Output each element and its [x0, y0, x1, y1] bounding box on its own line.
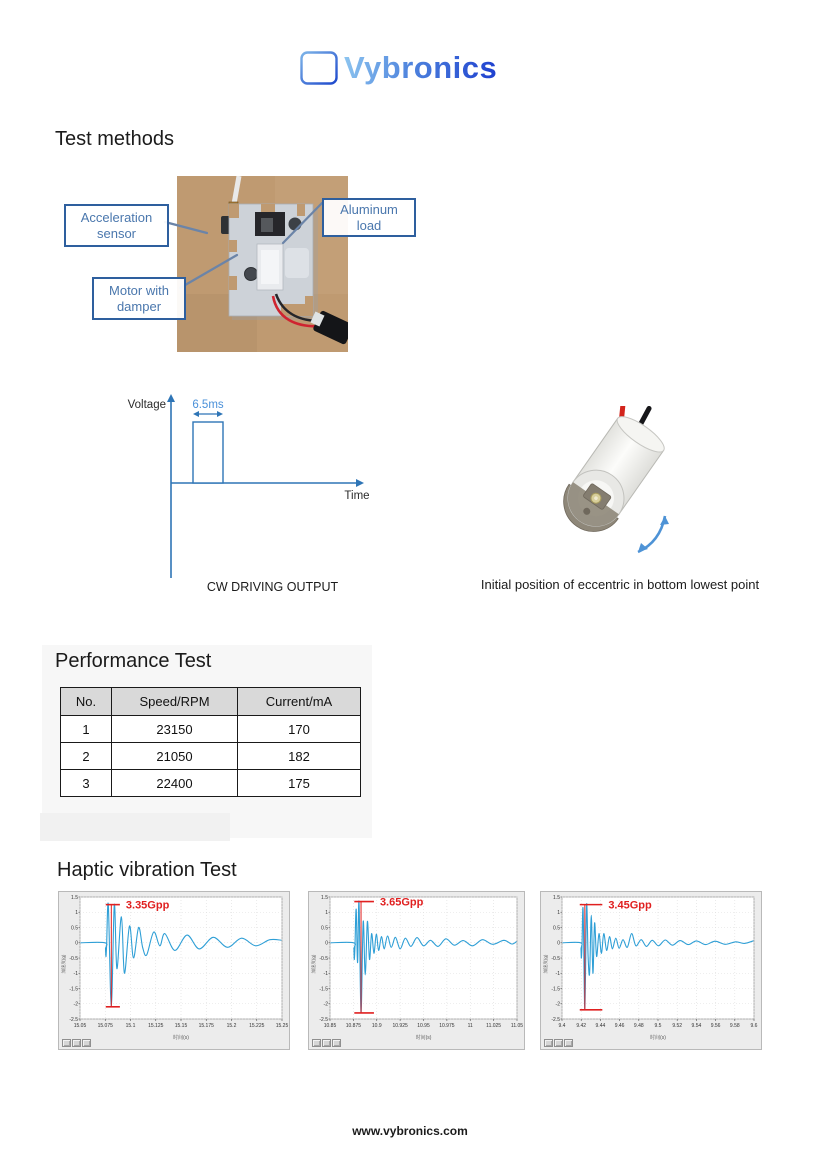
callout-text: Acceleration: [80, 209, 153, 225]
callout-acceleration-sensor: [64, 204, 169, 247]
svg-text:9.44: 9.44: [595, 1023, 606, 1029]
table-header-cell: No.: [61, 688, 112, 716]
svg-text:-2: -2: [555, 1001, 560, 1008]
svg-text:11.025: 11.025: [486, 1023, 502, 1029]
svg-text:11.05: 11.05: [510, 1023, 524, 1029]
svg-text:15.075: 15.075: [97, 1023, 113, 1029]
svg-text:-0.5: -0.5: [319, 955, 328, 962]
svg-text:15.225: 15.225: [249, 1023, 265, 1029]
motor-caption: Initial position of eccentric in bottom lowest point: [480, 577, 760, 592]
svg-text:10.9: 10.9: [371, 1023, 382, 1029]
callout-motor-with-damper: [92, 277, 186, 320]
haptic-chart-1: [58, 891, 290, 1050]
svg-text:-2.5: -2.5: [551, 1016, 560, 1023]
graph-tools-palette: [544, 1039, 573, 1047]
y-axis-label: 加速度(g): [311, 954, 316, 974]
graph-tools-palette: [312, 1039, 341, 1047]
callout-text: sensor: [96, 225, 137, 241]
svg-text:9.56: 9.56: [710, 1023, 721, 1029]
callout-text: Motor with: [109, 282, 169, 298]
svg-text:-1: -1: [323, 971, 328, 978]
svg-text:-2.5: -2.5: [319, 1016, 328, 1023]
performance-table: [60, 687, 361, 797]
svg-text:15.175: 15.175: [198, 1023, 214, 1029]
svg-text:9.42: 9.42: [576, 1023, 587, 1029]
section-heading-performance-test: Performance Test: [55, 650, 212, 672]
haptic-chart-plot: [541, 892, 761, 1049]
performance-panel-shade: [40, 813, 230, 841]
table-cell: 22400: [112, 770, 238, 797]
svg-text:-2: -2: [323, 1001, 328, 1008]
gpp-annotation: 3.45Gpp: [608, 899, 652, 912]
cursor-tool-button[interactable]: [544, 1039, 553, 1047]
svg-text:15.25: 15.25: [275, 1023, 289, 1029]
svg-text:15.125: 15.125: [148, 1023, 164, 1029]
svg-text:-1.5: -1.5: [319, 986, 328, 993]
haptic-chart-3: [540, 891, 762, 1050]
table-cell: 3: [61, 770, 112, 797]
svg-text:1: 1: [557, 910, 560, 917]
callout-text: damper: [116, 298, 162, 314]
zoom-tool-button[interactable]: [554, 1039, 563, 1047]
svg-text:10.875: 10.875: [345, 1023, 362, 1029]
table-cell: 170: [238, 716, 361, 743]
svg-text:-1: -1: [73, 971, 78, 978]
table-row: [61, 770, 361, 797]
svg-text:15.15: 15.15: [174, 1023, 188, 1029]
pan-tool-button[interactable]: [82, 1039, 91, 1047]
svg-text:11: 11: [467, 1023, 473, 1029]
svg-text:15.1: 15.1: [125, 1023, 136, 1029]
svg-text:-0.5: -0.5: [551, 955, 560, 962]
pan-tool-button[interactable]: [332, 1039, 341, 1047]
rotation-arrow: [638, 516, 669, 552]
svg-text:9.52: 9.52: [672, 1023, 683, 1029]
svg-text:0.5: 0.5: [71, 925, 78, 932]
svg-text:9.46: 9.46: [614, 1023, 625, 1029]
x-axis-label: 时间(s): [650, 1035, 666, 1041]
table-cell: 175: [238, 770, 361, 797]
svg-text:9.58: 9.58: [729, 1023, 740, 1029]
svg-text:9.6: 9.6: [750, 1023, 758, 1029]
section-heading-test-methods: Test methods: [55, 128, 174, 150]
table-row: [61, 743, 361, 770]
svg-text:-1.5: -1.5: [551, 986, 560, 993]
motor-with-damper: [245, 268, 258, 281]
table-header-cell: Current/mA: [238, 688, 361, 716]
voltage-axis-label: Voltage: [127, 399, 166, 411]
gpp-annotation: 3.65Gpp: [379, 896, 424, 909]
svg-text:9.54: 9.54: [691, 1023, 702, 1029]
motor-illustration: [538, 406, 678, 570]
callout-text: load: [356, 217, 382, 233]
svg-text:10.95: 10.95: [417, 1023, 430, 1029]
table-cell: 23150: [112, 716, 238, 743]
svg-text:-1.5: -1.5: [69, 986, 78, 993]
pulse-width-arrow: [193, 411, 223, 417]
svg-text:10.925: 10.925: [392, 1023, 408, 1029]
callout-text: Aluminum: [340, 201, 398, 217]
table-cell: 182: [238, 743, 361, 770]
x-axis-label: 时间(s): [415, 1035, 432, 1041]
haptic-chart-plot: [309, 892, 524, 1049]
y-axis-label: 加速度(g): [61, 954, 66, 974]
performance-table-body: [61, 716, 361, 797]
svg-text:0: 0: [557, 940, 560, 947]
svg-text:-2: -2: [73, 1001, 78, 1008]
cursor-tool-button[interactable]: [312, 1039, 321, 1047]
section-heading-haptic-test: Haptic vibration Test: [57, 859, 237, 881]
svg-text:10.85: 10.85: [323, 1023, 337, 1029]
vybronics-waveform-icon: [300, 51, 338, 85]
table-row: [61, 716, 361, 743]
table-cell: 2: [61, 743, 112, 770]
table-header-cell: Speed/RPM: [112, 688, 238, 716]
haptic-chart-plot: [59, 892, 289, 1049]
svg-text:0.5: 0.5: [553, 925, 560, 932]
svg-text:9.48: 9.48: [633, 1023, 644, 1029]
svg-text:0: 0: [325, 940, 328, 947]
svg-text:0: 0: [75, 940, 78, 947]
vybronics-logo-wordmark: Vybronics: [344, 50, 498, 85]
y-axis-label: 加速度(g): [543, 954, 548, 974]
time-axis-label: Time: [344, 490, 370, 502]
svg-text:-1: -1: [555, 971, 560, 978]
pulse-width-label: 6.5ms: [192, 399, 224, 411]
cursor-tool-button[interactable]: [62, 1039, 71, 1047]
svg-text:1: 1: [75, 910, 78, 917]
graph-tools-palette: [62, 1039, 91, 1047]
svg-text:1.5: 1.5: [321, 894, 328, 901]
callout-aluminum-load: [322, 198, 416, 237]
haptic-chart-2: [308, 891, 525, 1050]
zoom-tool-button[interactable]: [322, 1039, 331, 1047]
svg-text:1.5: 1.5: [71, 894, 78, 901]
zoom-tool-button[interactable]: [72, 1039, 81, 1047]
footer-url: www.vybronics.com: [352, 1124, 468, 1138]
x-axis-label: 时间(s): [173, 1035, 189, 1041]
svg-text:0.5: 0.5: [321, 925, 328, 932]
svg-text:10.975: 10.975: [439, 1023, 455, 1029]
pan-tool-button[interactable]: [564, 1039, 573, 1047]
svg-text:9.5: 9.5: [654, 1023, 662, 1029]
svg-text:15.2: 15.2: [226, 1023, 237, 1029]
svg-text:15.05: 15.05: [73, 1023, 87, 1029]
performance-table-head: [61, 688, 361, 716]
table-cell: 21050: [112, 743, 238, 770]
svg-text:-0.5: -0.5: [69, 955, 78, 962]
table-cell: 1: [61, 716, 112, 743]
pulse-caption: CW DRIVING OUTPUT: [206, 580, 339, 594]
gpp-annotation: 3.35Gpp: [125, 899, 170, 912]
svg-text:-2.5: -2.5: [69, 1016, 78, 1023]
svg-text:1: 1: [325, 910, 328, 917]
pulse-rectangle: [193, 422, 223, 483]
svg-text:9.4: 9.4: [558, 1023, 566, 1029]
pulse-diagram: [112, 392, 378, 592]
svg-text:1.5: 1.5: [553, 894, 560, 901]
